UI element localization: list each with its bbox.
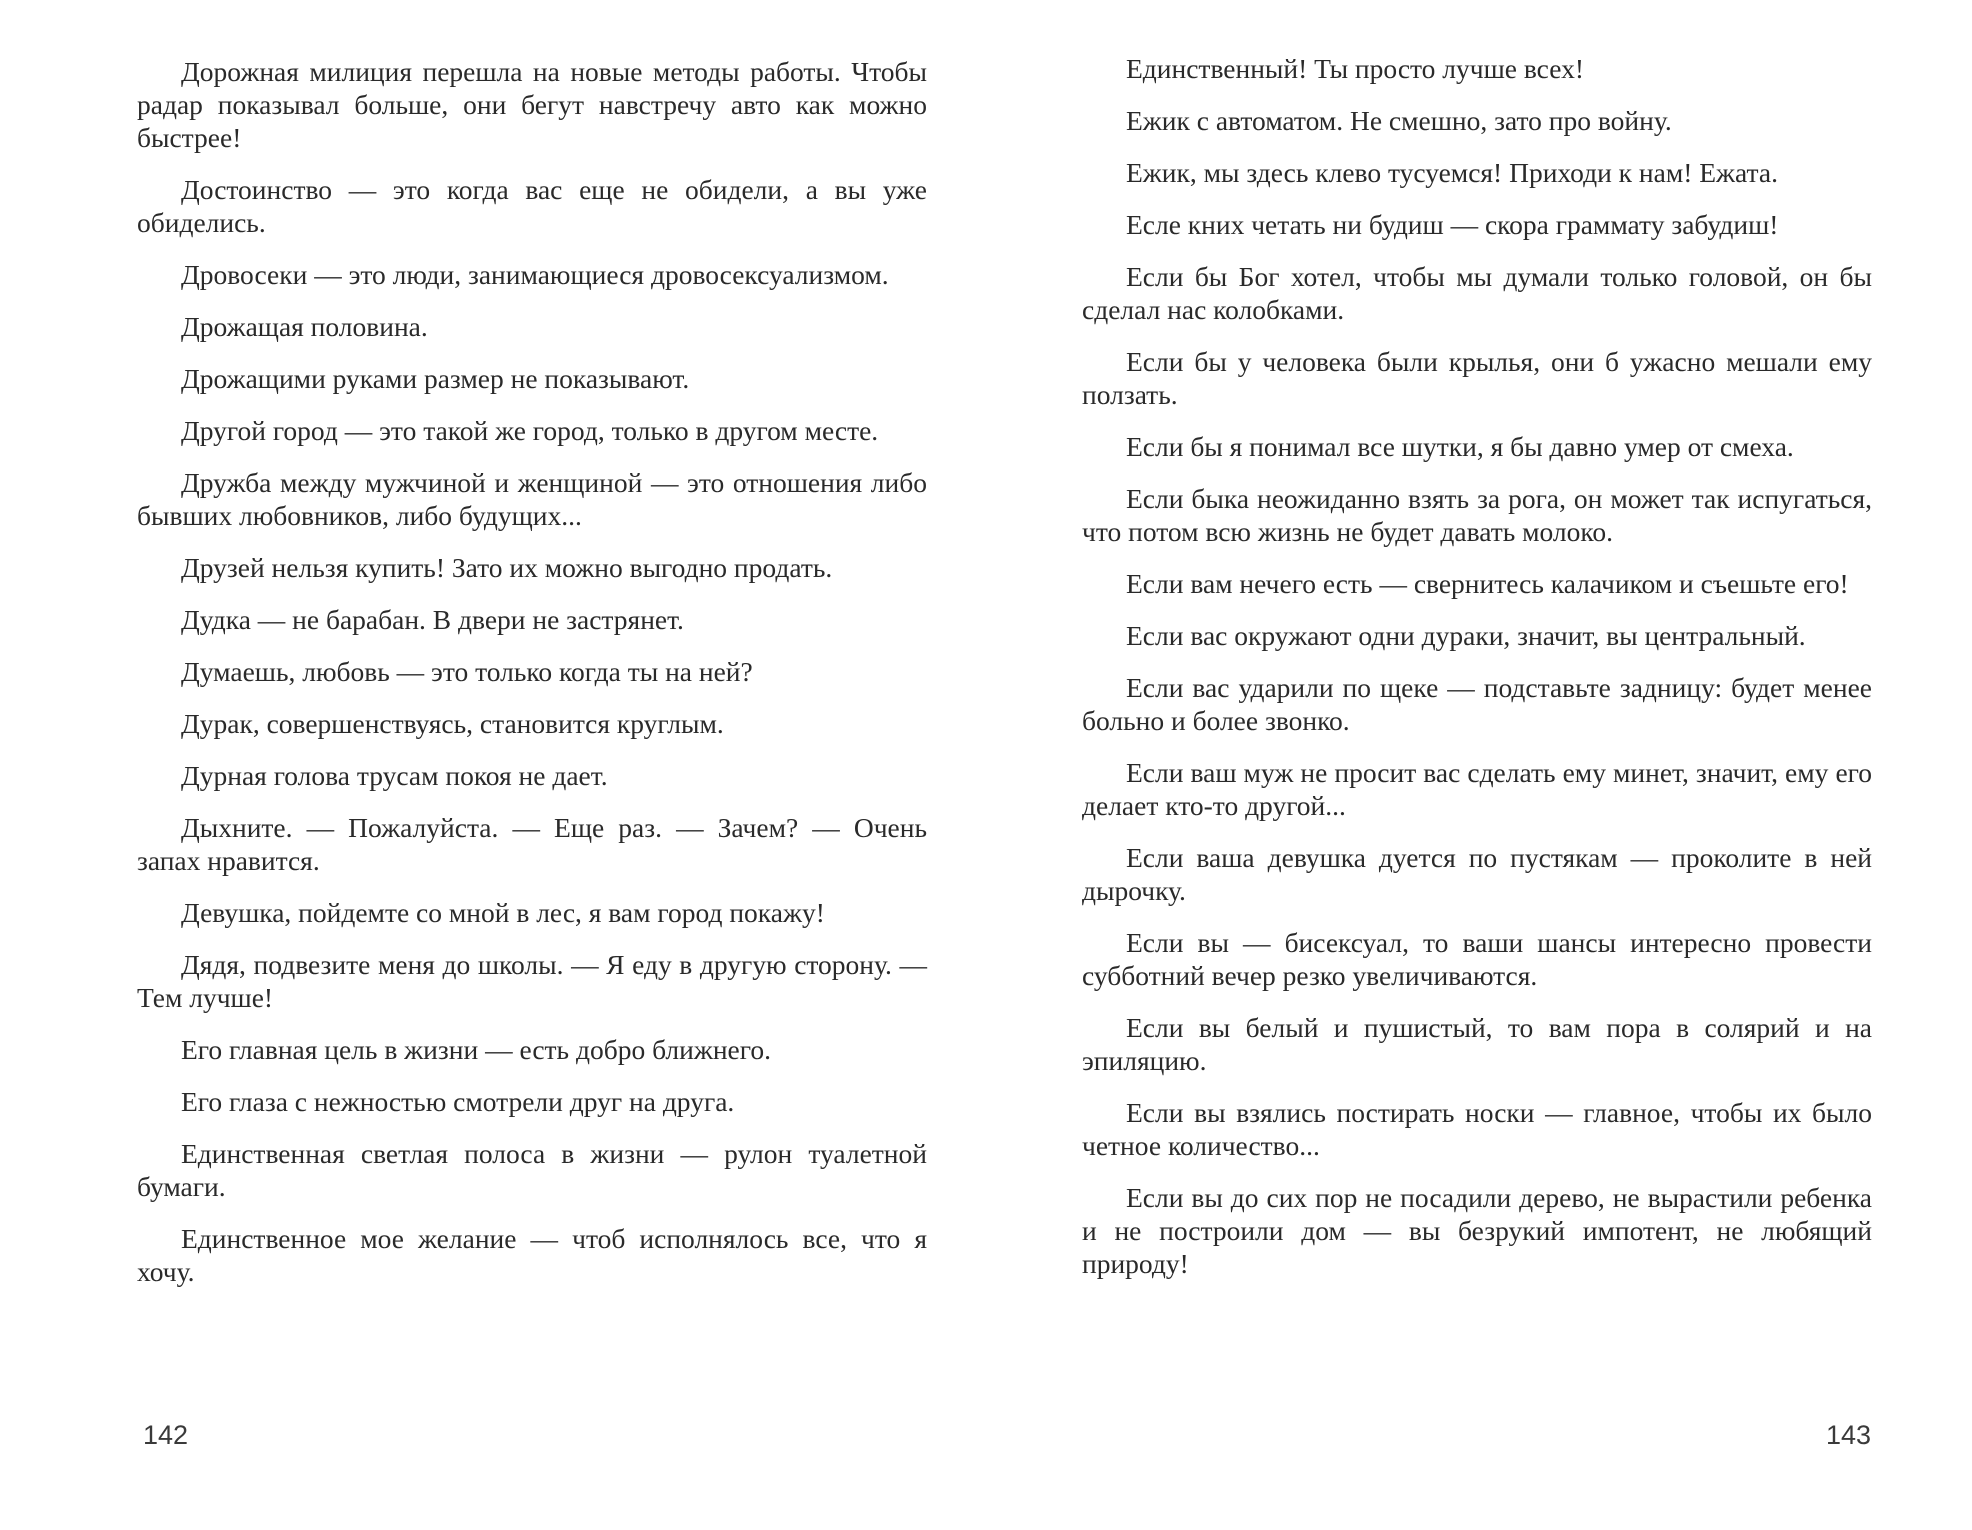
paragraph: Единственное мое желание — чтоб исполнялось все, что я хочу.: [137, 1223, 927, 1287]
left-page: [137, 55, 927, 1307]
paragraph: Если вы взялись постирать носки — главное, чтобы их было четное количество...: [1082, 1097, 1872, 1161]
paragraph: Ежик с автоматом. Не смешно, зато про войну.: [1126, 105, 1672, 136]
left-page-number: 142: [143, 1420, 189, 1450]
paragraph: Дрожащая половина.: [181, 311, 428, 342]
paragraph: Дрожащими руками размер не показывают.: [181, 363, 690, 394]
paragraph: Если бы Бог хотел, чтобы мы думали только головой, он бы сделал нас колобками.: [1082, 261, 1872, 325]
paragraph: Если вы до сих пор не посадили дерево, не вырастили ребенка и не построили дом — вы безрукий импотент, не любящий природу!: [1082, 1182, 1872, 1279]
paragraph: Дружба между мужчиной и женщиной — это отношения либо бывших любовников, либо будущих...: [137, 467, 927, 531]
paragraph: Если вас окружают одни дураки, значит, вы центральный.: [1126, 620, 1806, 651]
paragraph: Если бы я понимал все шутки, я бы давно умер от смеха.: [1126, 431, 1794, 462]
paragraph: Дудка — не барабан. В двери не застрянет.: [181, 604, 684, 635]
paragraph: Девушка, пойдемте со мной в лес, я вам город покажу!: [181, 897, 825, 928]
paragraph: Если бы у человека были крылья, они б ужасно мешали ему ползать.: [1082, 346, 1872, 410]
paragraph: Дурная голова трусам покоя не дает.: [181, 760, 608, 791]
paragraph: Если вы — бисексуал, то ваши шансы интересно провести субботний вечер резко увеличиваются.: [1082, 927, 1872, 991]
paragraph: Единственный! Ты просто лучше всех!: [1126, 53, 1584, 84]
paragraph: Дыхните. — Пожалуйста. — Еще раз. — Зачем? — Очень запах нравится.: [137, 812, 927, 876]
paragraph: Другой город — это такой же город, только в другом месте.: [181, 415, 879, 446]
paragraph: Дорожная милиция перешла на новые методы работы. Чтобы радар показывал больше, они бегут навстречу авто как можно быстрее!: [137, 56, 927, 153]
paragraph: Дядя, подвезите меня до школы. — Я еду в другую сторону. — Тем лучше!: [137, 949, 927, 1013]
paragraph: Если ваша девушка дуется по пустякам — проколите в ней дырочку.: [1082, 842, 1872, 906]
paragraph: Если вам нечего есть — свернитесь калачиком и съешьте его!: [1126, 568, 1849, 599]
paragraph: Достоинство — это когда вас еще не обидели, а вы уже обиделись.: [137, 174, 927, 238]
paragraph: Есле кних четать ни будиш — скора граммату забудиш!: [1126, 209, 1779, 240]
paragraph: Ежик, мы здесь клево тусуемся! Приходи к нам! Ежата.: [1126, 157, 1778, 188]
paragraph: Его глаза с нежностью смотрели друг на друга.: [181, 1086, 735, 1117]
paragraph: Если ваш муж не просит вас сделать ему минет, значит, ему его делает кто-то другой...: [1082, 757, 1872, 821]
paragraph: Если вас ударили по щеке — подставьте задницу: будет менее больно и более звонко.: [1082, 672, 1872, 736]
paragraph: Друзей нельзя купить! Зато их можно выгодно продать.: [181, 552, 833, 583]
paragraph: Думаешь, любовь — это только когда ты на ней?: [181, 656, 753, 687]
paragraph: Единственная светлая полоса в жизни — рулон туалетной бумаги.: [137, 1138, 927, 1202]
right-page: [1082, 52, 1872, 1299]
paragraph: Если быка неожиданно взять за рога, он может так испугаться, что потом всю жизнь не будет давать молоко.: [1082, 483, 1872, 547]
right-page-number: 143: [1826, 1420, 1872, 1450]
paragraph: Дровосеки — это люди, занимающиеся дровосексуализмом.: [181, 259, 889, 290]
paragraph: Его главная цель в жизни — есть добро ближнего.: [181, 1034, 771, 1065]
paragraph: Дурак, совершенствуясь, становится круглым.: [181, 708, 724, 739]
paragraph: Если вы белый и пушистый, то вам пора в солярий и на эпиляцию.: [1082, 1012, 1872, 1076]
